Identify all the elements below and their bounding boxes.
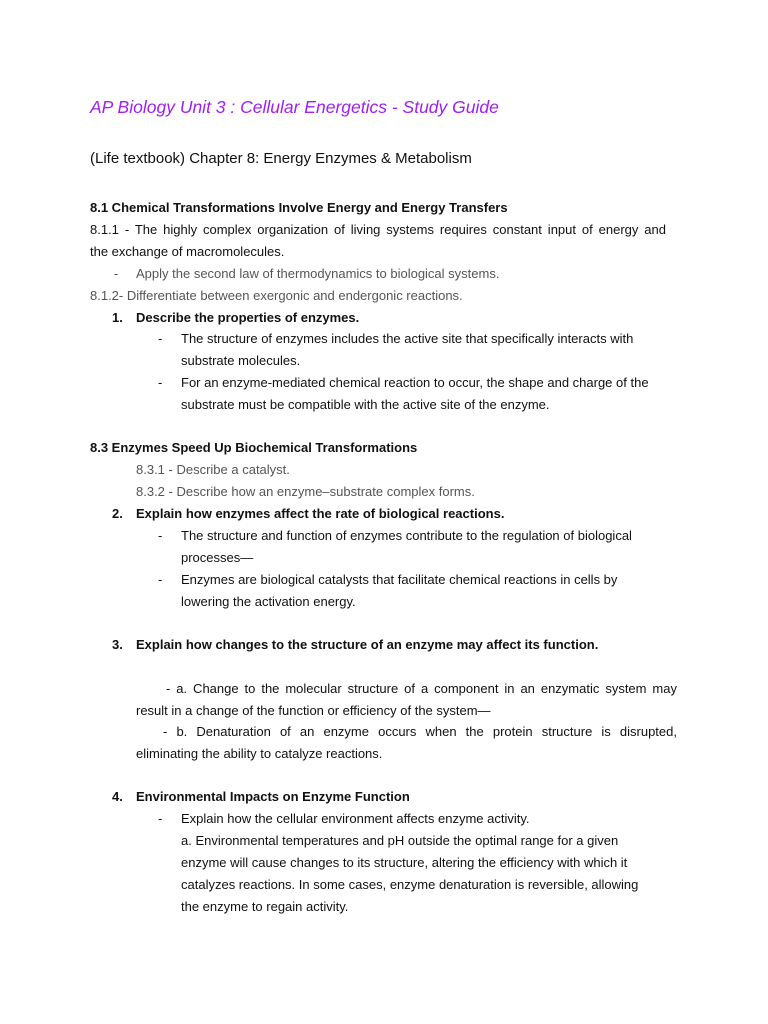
chapter-heading: (Life textbook) Chapter 8: Energy Enzymes & Metabolism xyxy=(90,150,472,167)
question-3-point-b-line1: - b. Denaturation of an enzyme occurs when the protein structure is disrupted, xyxy=(163,724,677,739)
question-4-point-a-line3: catalyzes reactions. In some cases, enzyme denaturation is reversible, allowing xyxy=(181,877,639,892)
bullet-dash: - xyxy=(158,811,163,826)
bullet-dash: - xyxy=(158,375,163,390)
question-2-bullet-2-line1: Enzymes are biological catalysts that facilitate chemical reactions in cells by xyxy=(181,572,618,587)
document-title: AP Biology Unit 3 : Cellular Energetics - Study Guide xyxy=(90,97,499,117)
objective-8-1-1-line1: 8.1.1 - The highly complex organization of living systems requires constant input of energy and xyxy=(90,222,666,237)
question-2-number: 2. xyxy=(112,506,123,521)
objective-8-1-1-bullet: Apply the second law of thermodynamics to biological systems. xyxy=(136,266,500,281)
question-3-number: 3. xyxy=(112,637,123,652)
question-2-bullet-1-line1: The structure and function of enzymes contribute to the regulation of biological xyxy=(181,528,632,543)
question-4-bullet-1: Explain how the cellular environment affects enzyme activity. xyxy=(181,811,530,826)
question-4-point-a-line1: a. Environmental temperatures and pH outside the optimal range for a given xyxy=(181,833,619,848)
question-2-bullet-2-line2: lowering the activation energy. xyxy=(181,594,356,609)
bullet-dash: - xyxy=(158,572,163,587)
question-4-number: 4. xyxy=(112,789,123,804)
question-4-point-a-line4: the enzyme to regain activity. xyxy=(181,899,349,914)
question-1-bullet-2-line2: substrate must be compatible with the active site of the enzyme. xyxy=(181,397,550,412)
question-3-point-a-line1: - a. Change to the molecular structure of a component in an enzymatic system may xyxy=(166,681,677,696)
section-8-1-heading: 8.1 Chemical Transformations Involve Energy and Energy Transfers xyxy=(90,200,508,215)
question-2-bullet-1-line2: processes— xyxy=(181,550,254,565)
question-4-text: Environmental Impacts on Enzyme Function xyxy=(136,789,410,804)
question-4-point-a-line2: enzyme will cause changes to its structure, altering the efficiency with which it xyxy=(181,855,628,870)
objective-8-3-1: 8.3.1 - Describe a catalyst. xyxy=(136,462,290,477)
objective-8-1-1-line2: the exchange of macromolecules. xyxy=(90,244,285,259)
question-1-text: Describe the properties of enzymes. xyxy=(136,310,360,325)
question-1-bullet-2-line1: For an enzyme-mediated chemical reaction to occur, the shape and charge of the xyxy=(181,375,649,390)
section-8-3-heading: 8.3 Enzymes Speed Up Biochemical Transformations xyxy=(90,440,418,455)
question-2-text: Explain how enzymes affect the rate of biological reactions. xyxy=(136,506,505,521)
objective-8-3-2: 8.3.2 - Describe how an enzyme–substrate complex forms. xyxy=(136,484,475,499)
question-3-point-a-line2: result in a change of the function or efficiency of the system— xyxy=(136,703,491,718)
bullet-dash: - xyxy=(158,331,163,346)
question-1-bullet-1-line1: The structure of enzymes includes the active site that specifically interacts with xyxy=(181,331,634,346)
question-1-bullet-1-line2: substrate molecules. xyxy=(181,353,301,368)
question-3-point-b-line2: eliminating the ability to catalyze reactions. xyxy=(136,746,383,761)
bullet-dash: - xyxy=(158,528,163,543)
objective-8-1-2: 8.1.2- Differentiate between exergonic and endergonic reactions. xyxy=(90,288,463,303)
question-3-text: Explain how changes to the structure of an enzyme may affect its function. xyxy=(136,637,599,652)
question-1-number: 1. xyxy=(112,310,123,325)
bullet-dash: - xyxy=(114,266,119,281)
